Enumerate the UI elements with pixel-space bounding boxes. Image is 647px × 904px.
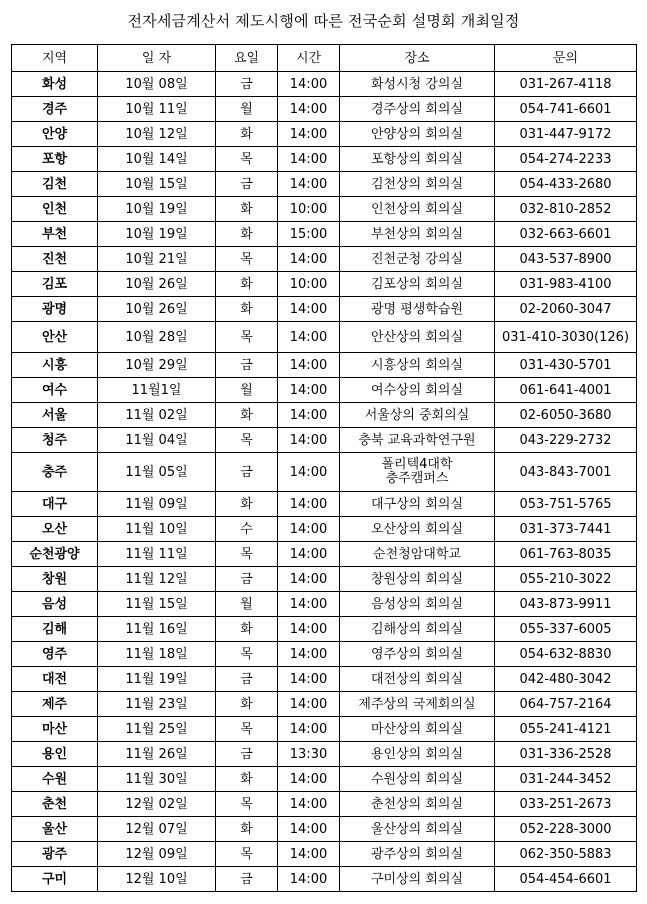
- cell-region: 안양: [12, 122, 98, 147]
- cell-place: 마산상의 회의실: [340, 717, 495, 742]
- cell-contact: 043-229-2732: [495, 428, 637, 453]
- cell-time: 14:00: [278, 692, 340, 717]
- cell-place: 여수상의 회의실: [340, 378, 495, 403]
- header-day: 요일: [216, 45, 278, 72]
- cell-day: 화: [216, 817, 278, 842]
- table-row: [12, 403, 637, 428]
- cell-date: 10월 26일: [98, 297, 216, 322]
- cell-time: 14:00: [278, 717, 340, 742]
- table-row: [12, 792, 637, 817]
- cell-time: 14:00: [278, 122, 340, 147]
- table-row: [12, 492, 637, 517]
- cell-place: 화성시청 강의실: [340, 72, 495, 97]
- cell-date: 10월 15일: [98, 172, 216, 197]
- cell-contact: 054-274-2233: [495, 147, 637, 172]
- cell-region: 제주: [12, 692, 98, 717]
- table-row: [12, 717, 637, 742]
- cell-region: 구미: [12, 867, 98, 892]
- cell-date: 10월 08일: [98, 72, 216, 97]
- cell-date: 12월 02일: [98, 792, 216, 817]
- table-row: [12, 197, 637, 222]
- cell-region: 경주: [12, 97, 98, 122]
- cell-region: 화성: [12, 72, 98, 97]
- cell-region: 시흥: [12, 353, 98, 378]
- cell-place: 음성상의 회의실: [340, 592, 495, 617]
- cell-date: 11월 16일: [98, 617, 216, 642]
- cell-time: 14:00: [278, 617, 340, 642]
- table-row: [12, 72, 637, 97]
- cell-place: 안산상의 회의실: [340, 322, 495, 353]
- cell-place: 구미상의 회의실: [340, 867, 495, 892]
- cell-contact: 031-983-4100: [495, 272, 637, 297]
- cell-time: 14:00: [278, 817, 340, 842]
- cell-time: 14:00: [278, 567, 340, 592]
- cell-time: 14:00: [278, 792, 340, 817]
- cell-place: 포항상의 회의실: [340, 147, 495, 172]
- cell-day: 화: [216, 197, 278, 222]
- cell-day: 금: [216, 172, 278, 197]
- cell-place: 김천상의 회의실: [340, 172, 495, 197]
- cell-date: 10월 19일: [98, 197, 216, 222]
- cell-date: 10월 21일: [98, 247, 216, 272]
- cell-place: 대구상의 회의실: [340, 492, 495, 517]
- table-row: [12, 542, 637, 567]
- cell-contact: 02-6050-3680: [495, 403, 637, 428]
- table-row: [12, 378, 637, 403]
- cell-place: 시흥상의 회의실: [340, 353, 495, 378]
- cell-time: 14:00: [278, 97, 340, 122]
- cell-date: 12월 09일: [98, 842, 216, 867]
- cell-day: 화: [216, 272, 278, 297]
- table-header-row: [12, 45, 637, 72]
- table-row: [12, 692, 637, 717]
- table-row: [12, 428, 637, 453]
- cell-day: 화: [216, 222, 278, 247]
- cell-time: 14:00: [278, 592, 340, 617]
- cell-day: 금: [216, 567, 278, 592]
- cell-region: 진천: [12, 247, 98, 272]
- table-row: [12, 592, 637, 617]
- cell-day: 화: [216, 403, 278, 428]
- cell-date: 11월 09일: [98, 492, 216, 517]
- cell-place-line2: 충주캠퍼스: [385, 471, 449, 486]
- cell-region: 부천: [12, 222, 98, 247]
- cell-day: 화: [216, 297, 278, 322]
- cell-time: 14:00: [278, 867, 340, 892]
- cell-contact: 043-537-8900: [495, 247, 637, 272]
- cell-time: 14:00: [278, 453, 340, 492]
- table-row: [12, 297, 637, 322]
- cell-date: 11월 05일: [98, 453, 216, 492]
- table-row: [12, 172, 637, 197]
- cell-date: 10월 14일: [98, 147, 216, 172]
- cell-day: 수: [216, 517, 278, 542]
- cell-contact: 054-632-8830: [495, 642, 637, 667]
- cell-day: 목: [216, 842, 278, 867]
- cell-region: 김포: [12, 272, 98, 297]
- cell-time: 10:00: [278, 272, 340, 297]
- cell-day: 목: [216, 717, 278, 742]
- cell-region: 대구: [12, 492, 98, 517]
- table-row: [12, 567, 637, 592]
- cell-region: 울산: [12, 817, 98, 842]
- cell-date: 10월 12일: [98, 122, 216, 147]
- cell-day: 목: [216, 322, 278, 353]
- cell-place: 광주상의 회의실: [340, 842, 495, 867]
- cell-day: 금: [216, 742, 278, 767]
- cell-day: 화: [216, 617, 278, 642]
- cell-contact: 031-267-4118: [495, 72, 637, 97]
- cell-day: 금: [216, 667, 278, 692]
- cell-place: 인천상의 회의실: [340, 197, 495, 222]
- cell-time: 14:00: [278, 322, 340, 353]
- cell-date: 11월1일: [98, 378, 216, 403]
- cell-contact: 043-843-7001: [495, 453, 637, 492]
- header-place: 장소: [340, 45, 495, 72]
- cell-place: 안양상의 회의실: [340, 122, 495, 147]
- cell-contact: 031-373-7441: [495, 517, 637, 542]
- cell-contact: 031-430-5701: [495, 353, 637, 378]
- cell-place: 김해상의 회의실: [340, 617, 495, 642]
- cell-region: 음성: [12, 592, 98, 617]
- cell-date: 12월 10일: [98, 867, 216, 892]
- cell-date: 11월 02일: [98, 403, 216, 428]
- cell-time: 14:00: [278, 247, 340, 272]
- cell-date: 11월 18일: [98, 642, 216, 667]
- cell-contact: 032-663-6601: [495, 222, 637, 247]
- cell-day: 월: [216, 592, 278, 617]
- cell-contact: 031-447-9172: [495, 122, 637, 147]
- cell-day: 화: [216, 767, 278, 792]
- table-row: [12, 222, 637, 247]
- cell-place: 오산상의 회의실: [340, 517, 495, 542]
- cell-time: 14:00: [278, 842, 340, 867]
- cell-place: 창원상의 회의실: [340, 567, 495, 592]
- cell-place: 제주상의 국제회의실: [340, 692, 495, 717]
- cell-time: 14:00: [278, 767, 340, 792]
- header-time: 시간: [278, 45, 340, 72]
- cell-day: 목: [216, 642, 278, 667]
- cell-day: 목: [216, 542, 278, 567]
- cell-time: 14:00: [278, 72, 340, 97]
- cell-contact: 052-228-3000: [495, 817, 637, 842]
- cell-date: 11월 15일: [98, 592, 216, 617]
- cell-place: 충북 교육과학연구원: [340, 428, 495, 453]
- cell-date: 11월 10일: [98, 517, 216, 542]
- cell-day: 목: [216, 428, 278, 453]
- cell-date: 10월 19일: [98, 222, 216, 247]
- cell-contact: 055-210-3022: [495, 567, 637, 592]
- cell-date: 11월 11일: [98, 542, 216, 567]
- cell-place: 대전상의 회의실: [340, 667, 495, 692]
- cell-date: 10월 29일: [98, 353, 216, 378]
- cell-day: 월: [216, 97, 278, 122]
- cell-day: 금: [216, 72, 278, 97]
- cell-contact: 053-751-5765: [495, 492, 637, 517]
- cell-time: 14:00: [278, 172, 340, 197]
- cell-contact: 061-641-4001: [495, 378, 637, 403]
- table-row: [12, 97, 637, 122]
- cell-place: 용인상의 회의실: [340, 742, 495, 767]
- table-row: [12, 842, 637, 867]
- table-row: [12, 867, 637, 892]
- cell-region: 오산: [12, 517, 98, 542]
- table-row: [12, 517, 637, 542]
- table-row: [12, 322, 637, 353]
- cell-place: [340, 453, 495, 492]
- cell-date: 11월 26일: [98, 742, 216, 767]
- cell-time: 14:00: [278, 353, 340, 378]
- table-row: [12, 122, 637, 147]
- cell-time: 10:00: [278, 197, 340, 222]
- cell-date: 11월 30일: [98, 767, 216, 792]
- table-row: [12, 247, 637, 272]
- table-row: [12, 147, 637, 172]
- cell-date: 11월 25일: [98, 717, 216, 742]
- cell-contact: 062-350-5883: [495, 842, 637, 867]
- cell-place: 영주상의 회의실: [340, 642, 495, 667]
- cell-day: 금: [216, 453, 278, 492]
- cell-contact: 061-763-8035: [495, 542, 637, 567]
- cell-contact: 064-757-2164: [495, 692, 637, 717]
- cell-region: 서울: [12, 403, 98, 428]
- cell-day: 월: [216, 378, 278, 403]
- cell-region: 포항: [12, 147, 98, 172]
- cell-time: 14:00: [278, 492, 340, 517]
- cell-place: 김포상의 회의실: [340, 272, 495, 297]
- cell-region: 여수: [12, 378, 98, 403]
- cell-region: 충주: [12, 453, 98, 492]
- document-title: 전자세금계산서 제도시행에 따른 전국순회 설명회 개최일정: [127, 12, 520, 30]
- table-row: [12, 617, 637, 642]
- table-row: [12, 767, 637, 792]
- header-contact: 문의: [495, 45, 637, 72]
- cell-time: 14:00: [278, 517, 340, 542]
- cell-date: 11월 12일: [98, 567, 216, 592]
- cell-day: 목: [216, 147, 278, 172]
- cell-date: 10월 28일: [98, 322, 216, 353]
- cell-day: 목: [216, 247, 278, 272]
- cell-region: 청주: [12, 428, 98, 453]
- cell-region: 창원: [12, 567, 98, 592]
- cell-contact: 033-251-2673: [495, 792, 637, 817]
- cell-time: 14:00: [278, 642, 340, 667]
- table-row: [12, 642, 637, 667]
- cell-time: 14:00: [278, 667, 340, 692]
- cell-time: 14:00: [278, 428, 340, 453]
- cell-region: 안산: [12, 322, 98, 353]
- cell-region: 광주: [12, 842, 98, 867]
- cell-day: 목: [216, 792, 278, 817]
- header-date: 일 자: [98, 45, 216, 72]
- cell-time: 14:00: [278, 403, 340, 428]
- cell-place: 울산상의 회의실: [340, 817, 495, 842]
- table-row: [12, 742, 637, 767]
- cell-day: 화: [216, 122, 278, 147]
- cell-time: 13:30: [278, 742, 340, 767]
- cell-place: 수원상의 회의실: [340, 767, 495, 792]
- cell-contact: 043-873-9911: [495, 592, 637, 617]
- cell-place: 진천군청 강의실: [340, 247, 495, 272]
- cell-place-line1: 폴리텍4대학: [381, 457, 453, 472]
- cell-region: 광명: [12, 297, 98, 322]
- cell-time: 14:00: [278, 147, 340, 172]
- cell-region: 마산: [12, 717, 98, 742]
- cell-place: 춘천상의 회의실: [340, 792, 495, 817]
- cell-contact: 042-480-3042: [495, 667, 637, 692]
- cell-date: 10월 26일: [98, 272, 216, 297]
- table-row: [12, 353, 637, 378]
- cell-contact: 054-454-6601: [495, 867, 637, 892]
- cell-region: 영주: [12, 642, 98, 667]
- cell-region: 순천광양: [12, 542, 98, 567]
- cell-contact: 054-433-2680: [495, 172, 637, 197]
- cell-contact: 031-244-3452: [495, 767, 637, 792]
- cell-region: 수원: [12, 767, 98, 792]
- cell-date: 11월 19일: [98, 667, 216, 692]
- cell-place: 경주상의 회의실: [340, 97, 495, 122]
- table-body: [12, 72, 637, 892]
- cell-region: 용인: [12, 742, 98, 767]
- cell-date: 10월 11일: [98, 97, 216, 122]
- cell-region: 김해: [12, 617, 98, 642]
- table-row: [12, 453, 637, 492]
- table-row: [12, 817, 637, 842]
- table-row: [12, 272, 637, 297]
- cell-place: 서울상의 중회의실: [340, 403, 495, 428]
- schedule-table: [11, 44, 637, 892]
- cell-place: 광명 평생학습원: [340, 297, 495, 322]
- cell-day: 화: [216, 692, 278, 717]
- cell-region: 춘천: [12, 792, 98, 817]
- cell-contact: 031-336-2528: [495, 742, 637, 767]
- cell-contact: 032-810-2852: [495, 197, 637, 222]
- cell-place: 순천청암대학교: [340, 542, 495, 567]
- cell-contact: 031-410-3030(126): [495, 322, 637, 353]
- cell-contact: 054-741-6601: [495, 97, 637, 122]
- cell-contact: 055-337-6005: [495, 617, 637, 642]
- cell-contact: 055-241-4121: [495, 717, 637, 742]
- cell-day: 금: [216, 867, 278, 892]
- cell-time: 14:00: [278, 297, 340, 322]
- cell-region: 대전: [12, 667, 98, 692]
- cell-place: 부천상의 회의실: [340, 222, 495, 247]
- cell-date: 11월 23일: [98, 692, 216, 717]
- cell-time: 14:00: [278, 542, 340, 567]
- cell-time: 15:00: [278, 222, 340, 247]
- cell-day: 화: [216, 492, 278, 517]
- cell-time: 14:00: [278, 378, 340, 403]
- cell-date: 11월 04일: [98, 428, 216, 453]
- cell-day: 금: [216, 353, 278, 378]
- header-region: 지역: [12, 45, 98, 72]
- cell-contact: 02-2060-3047: [495, 297, 637, 322]
- table-row: [12, 667, 637, 692]
- cell-region: 김천: [12, 172, 98, 197]
- cell-date: 12월 07일: [98, 817, 216, 842]
- cell-region: 인천: [12, 197, 98, 222]
